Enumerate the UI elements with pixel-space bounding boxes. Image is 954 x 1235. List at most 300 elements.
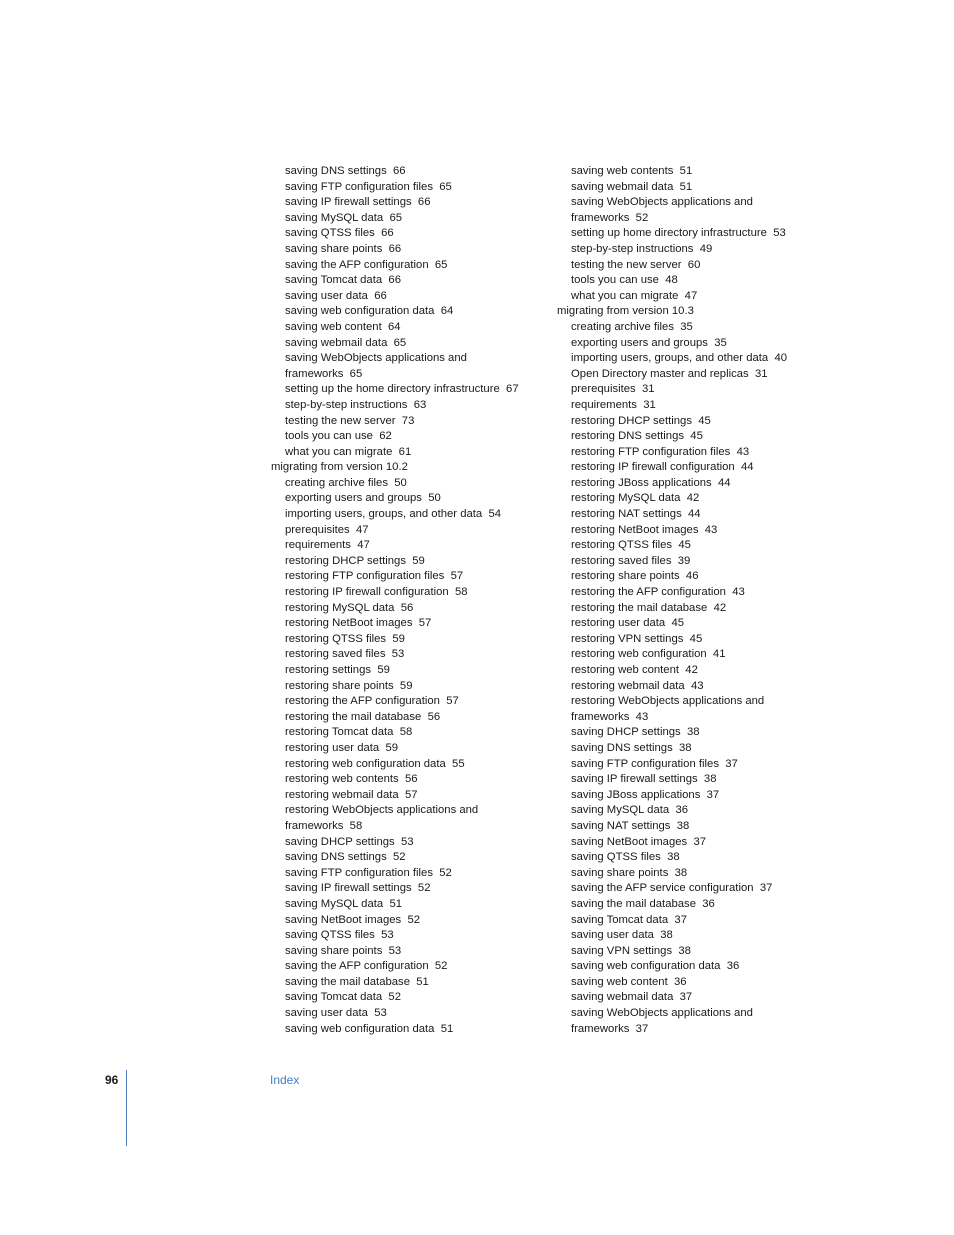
entry-page[interactable]: 53 (400, 835, 414, 848)
index-entry (271, 616, 541, 632)
entry-text: saving QTSS files (285, 227, 375, 240)
index-entry (557, 601, 857, 617)
entry-text: restoring the mail database (285, 710, 422, 723)
index-entry (271, 710, 541, 726)
entry-page[interactable]: 52 (635, 211, 649, 224)
entry-text: saving share points (571, 866, 669, 879)
entry-text: restoring MySQL data (571, 492, 681, 505)
index-entry (271, 211, 541, 227)
entry-text: restoring user data (285, 741, 380, 754)
index-entry (557, 211, 857, 227)
index-entry (557, 850, 857, 866)
entry-page[interactable]: 44 (740, 461, 754, 474)
index-entry (271, 351, 541, 367)
entry-text: saving WebObjects applications and (571, 196, 753, 209)
entry-page[interactable]: 53 (374, 1007, 387, 1020)
index-entry (271, 819, 541, 835)
entry-text: step-by-step instructions (285, 398, 408, 411)
index-entry (557, 569, 857, 585)
entry-page[interactable]: 52 (388, 991, 401, 1004)
entry-text: saving IP firewall settings (285, 882, 412, 895)
entry-page[interactable]: 58 (349, 819, 363, 832)
entry-page[interactable]: 43 (704, 523, 718, 536)
index-entry (271, 694, 541, 710)
index-entry (557, 445, 857, 461)
index-entry (271, 803, 541, 819)
entry-text: what you can migrate (571, 289, 679, 302)
entry-page[interactable]: 37 (706, 788, 720, 801)
entry-text: saving web content (285, 320, 382, 333)
index-entry (557, 351, 857, 367)
entry-text: saving webmail data (285, 336, 388, 349)
entry-page[interactable]: 65 (349, 367, 363, 380)
entry-page[interactable]: 56 (400, 601, 414, 614)
index-entry (557, 367, 857, 383)
index-entry (271, 757, 541, 773)
entry-page[interactable]: 51 (679, 180, 693, 193)
entry-page[interactable]: 58 (454, 586, 468, 599)
entry-text: frameworks (571, 710, 630, 723)
entry-page[interactable]: 37 (679, 991, 693, 1004)
entry-text: restoring NetBoot images (285, 617, 413, 630)
entry-page[interactable]: 60 (687, 258, 701, 271)
index-entry (271, 835, 541, 851)
index-entry (557, 803, 857, 819)
entry-page[interactable]: 31 (643, 398, 656, 411)
entry-page[interactable]: 66 (388, 242, 402, 255)
entry-text: importing users, groups, and other data (571, 352, 769, 365)
entry-page[interactable]: 45 (690, 430, 703, 443)
entry-text: saving share points (285, 944, 383, 957)
entry-page[interactable]: 43 (736, 445, 750, 458)
entry-page[interactable]: 57 (404, 788, 418, 801)
entry-page[interactable]: 54 (488, 508, 502, 521)
entry-text: restoring web configuration data (285, 757, 446, 770)
entry-text: restoring WebObjects applications and (571, 695, 765, 708)
index-entry (271, 601, 541, 617)
entry-page[interactable]: 51 (389, 897, 403, 910)
entry-page[interactable]: 38 (660, 929, 673, 942)
entry-page[interactable]: 59 (392, 632, 405, 645)
entry-page[interactable]: 52 (434, 960, 448, 973)
entry-page[interactable]: 59 (377, 664, 390, 676)
index-entry (557, 226, 857, 242)
entry-page[interactable]: 51 (679, 165, 693, 177)
entry-text: requirements (285, 539, 351, 552)
entry-page[interactable]: 38 (676, 819, 690, 832)
page-number: 96 (105, 1073, 119, 1087)
entry-page[interactable]: 58 (399, 726, 413, 739)
entry-text: setting up the home directory infrastructure (285, 383, 500, 396)
entry-text: setting up home directory infrastructure (571, 227, 767, 240)
index-entry (271, 289, 541, 305)
entry-page[interactable]: 66 (388, 274, 401, 287)
index-column-right (557, 164, 857, 1037)
entry-text: restoring the AFP configuration (285, 695, 440, 708)
entry-page[interactable]: 59 (399, 679, 413, 692)
index-entry (271, 491, 541, 507)
entry-page[interactable]: 50 (428, 492, 441, 505)
entry-text: tools you can use (571, 274, 659, 287)
index-entry (557, 164, 857, 180)
entry-text: restoring saved files (571, 554, 672, 567)
entry-page[interactable]: 35 (680, 320, 693, 333)
index-entry (557, 897, 857, 913)
entry-text: saving FTP configuration files (285, 866, 433, 879)
entry-text: saving web contents (571, 165, 674, 177)
index-entry (271, 554, 541, 570)
entry-text: restoring share points (285, 679, 394, 692)
index-entry (271, 1006, 541, 1022)
entry-text: restoring DHCP settings (571, 414, 692, 427)
entry-page[interactable]: 36 (675, 804, 689, 817)
entry-text: saving Tomcat data (285, 991, 383, 1004)
entry-text: tools you can use (285, 430, 373, 443)
entry-text: saving NetBoot images (571, 835, 688, 848)
index-entry (557, 195, 857, 211)
entry-page[interactable]: 51 (440, 1022, 454, 1035)
index-heading (557, 304, 857, 320)
index-entry (557, 975, 857, 991)
index-entry (557, 476, 857, 492)
index-entry (271, 336, 541, 352)
index-entry (557, 1006, 857, 1022)
entry-page[interactable]: 57 (450, 570, 464, 583)
entry-text: restoring WebObjects applications and (285, 804, 479, 817)
entry-text: creating archive files (285, 476, 388, 489)
entry-page[interactable]: 66 (393, 165, 406, 177)
entry-text: saving the AFP configuration (285, 960, 429, 973)
entry-text: saving webmail data (571, 991, 674, 1004)
entry-text: restoring QTSS files (571, 539, 673, 552)
index-entry (271, 382, 541, 398)
index-entry (271, 538, 541, 554)
entry-text: saving FTP configuration files (285, 180, 433, 193)
entry-text: restoring DNS settings (571, 430, 685, 443)
index-entry (557, 491, 857, 507)
entry-page[interactable]: 45 (698, 414, 711, 427)
entry-text: saving MySQL data (571, 804, 670, 817)
entry-page[interactable]: 65 (439, 180, 452, 193)
entry-text: saving web configuration data (285, 305, 435, 318)
entry-page[interactable]: 53 (388, 944, 402, 957)
entry-page[interactable]: 39 (677, 554, 691, 567)
index-entry (271, 647, 541, 663)
entry-text: saving web configuration data (571, 960, 721, 973)
index-entry (271, 928, 541, 944)
index-entry (271, 1022, 541, 1038)
entry-text: saving the AFP service configuration (571, 882, 754, 895)
index-entry (557, 679, 857, 695)
section-title: Index (270, 1073, 300, 1087)
entry-page[interactable]: 42 (685, 664, 698, 676)
entry-page[interactable]: 37 (725, 757, 738, 770)
entry-text: restoring MySQL data (285, 601, 395, 614)
entry-page[interactable]: 36 (726, 960, 740, 973)
entry-page[interactable]: 44 (717, 476, 731, 489)
index-entry (557, 990, 857, 1006)
entry-page[interactable]: 45 (689, 632, 703, 645)
entry-text: saving NetBoot images (285, 913, 402, 926)
entry-text: saving QTSS files (571, 851, 661, 864)
footer-divider (126, 1070, 127, 1146)
index-entry (271, 897, 541, 913)
entry-text: prerequisites (285, 523, 350, 536)
entry-text: frameworks (285, 367, 344, 380)
entry-text: saving user data (285, 1007, 368, 1020)
entry-text: creating archive files (571, 320, 674, 333)
entry-page[interactable]: 45 (671, 617, 685, 630)
entry-text: saving DHCP settings (571, 726, 681, 739)
entry-page[interactable]: 51 (416, 975, 429, 988)
entry-page[interactable]: 37 (693, 835, 707, 848)
index-entry (557, 959, 857, 975)
entry-page[interactable]: 43 (635, 710, 649, 723)
entry-text: restoring IP firewall configuration (571, 461, 735, 474)
entry-text: restoring NAT settings (571, 508, 682, 521)
entry-text: saving NAT settings (571, 819, 671, 832)
index-entry (557, 772, 857, 788)
entry-page[interactable]: 56 (427, 710, 441, 723)
entry-page[interactable]: 52 (407, 913, 421, 926)
index-entry (557, 710, 857, 726)
index-entry (271, 663, 541, 679)
entry-text: restoring web contents (285, 773, 399, 786)
entry-text: saving DHCP settings (285, 835, 395, 848)
index-entry (271, 429, 541, 445)
entry-text: saving the mail database (571, 897, 696, 910)
entry-text: saving user data (571, 929, 654, 942)
entry-page[interactable]: 31 (754, 367, 768, 380)
entry-text: restoring the mail database (571, 601, 708, 614)
index-entry (557, 538, 857, 554)
index-entry (557, 913, 857, 929)
index-entry (557, 725, 857, 741)
entry-text: exporting users and groups (285, 492, 422, 505)
entry-page[interactable]: 64 (440, 305, 454, 318)
entry-text: saving web content (571, 975, 668, 988)
entry-page[interactable]: 38 (703, 773, 717, 786)
entry-text: restoring VPN settings (571, 632, 684, 645)
entry-text: frameworks (285, 819, 344, 832)
entry-text: restoring webmail data (285, 788, 399, 801)
index-entry (271, 944, 541, 960)
entry-page[interactable]: 53 (773, 227, 786, 240)
entry-page[interactable]: 42 (713, 601, 727, 614)
entry-page[interactable]: 56 (404, 773, 418, 786)
entry-text: saving FTP configuration files (571, 757, 719, 770)
index-entry (557, 429, 857, 445)
entry-page[interactable]: 57 (446, 695, 459, 708)
entry-text: saving MySQL data (285, 211, 384, 224)
index-entry (271, 164, 541, 180)
entry-page[interactable]: 42 (686, 492, 700, 505)
entry-page[interactable]: 59 (412, 554, 425, 567)
index-entry (271, 725, 541, 741)
entry-page[interactable]: 40 (774, 352, 788, 365)
entry-text: saving IP firewall settings (571, 773, 698, 786)
entry-text: exporting users and groups (571, 336, 708, 349)
entry-text: saving webmail data (571, 180, 674, 193)
entry-text: restoring NetBoot images (571, 523, 699, 536)
entry-page[interactable]: 53 (381, 929, 394, 942)
entry-page[interactable]: 36 (674, 975, 687, 988)
entry-page[interactable]: 43 (690, 679, 704, 692)
entry-text: what you can migrate (285, 445, 393, 458)
entry-page[interactable]: 37 (759, 882, 773, 895)
entry-text: restoring DHCP settings (285, 554, 406, 567)
entry-page[interactable]: 38 (679, 741, 692, 754)
index-entry (271, 523, 541, 539)
entry-page[interactable]: 47 (357, 539, 370, 552)
entry-text: saving VPN settings (571, 944, 673, 957)
index-entry (271, 367, 541, 383)
entry-text: migrating from version 10.2 (271, 461, 408, 474)
entry-page[interactable]: 62 (379, 430, 392, 443)
entry-page[interactable]: 38 (686, 726, 700, 739)
entry-page[interactable]: 63 (413, 398, 427, 411)
entry-page[interactable]: 38 (667, 851, 680, 864)
entry-page[interactable]: 47 (684, 289, 698, 302)
entry-page[interactable]: 46 (685, 570, 699, 583)
index-entry (557, 632, 857, 648)
entry-text: saving the mail database (285, 975, 410, 988)
entry-text: restoring FTP configuration files (285, 570, 445, 583)
entry-text: saving user data (285, 289, 368, 302)
entry-text: restoring share points (571, 570, 680, 583)
entry-page[interactable]: 59 (385, 741, 399, 754)
entry-text: importing users, groups, and other data (285, 508, 483, 521)
entry-text: saving Tomcat data (285, 274, 383, 287)
index-entry (271, 398, 541, 414)
index-entry (557, 554, 857, 570)
entry-text: saving WebObjects applications and (285, 352, 467, 365)
index-entry (271, 320, 541, 336)
entry-page[interactable]: 44 (688, 508, 701, 521)
entry-page[interactable]: 61 (398, 445, 412, 458)
entry-text: saving share points (285, 242, 383, 255)
index-entry (557, 647, 857, 663)
index-entry (271, 507, 541, 523)
index-entry (557, 382, 857, 398)
entry-text: restoring settings (285, 664, 372, 676)
index-entry (271, 788, 541, 804)
index-entry (271, 226, 541, 242)
entry-page[interactable]: 52 (393, 851, 406, 864)
index-entry (271, 569, 541, 585)
index-entry (557, 320, 857, 336)
entry-page[interactable]: 65 (434, 258, 448, 271)
index-entry (271, 585, 541, 601)
index-entry (271, 414, 541, 430)
entry-text: saving JBoss applications (571, 788, 701, 801)
entry-page[interactable]: 37 (635, 1022, 649, 1035)
entry-page[interactable]: 67 (506, 383, 519, 396)
index-entry (557, 928, 857, 944)
index-entry (271, 679, 541, 695)
index-entry (557, 757, 857, 773)
entry-page[interactable]: 43 (732, 586, 745, 599)
index-entry (557, 523, 857, 539)
entry-page[interactable]: 38 (674, 866, 688, 879)
index-entry (271, 476, 541, 492)
index-entry (557, 398, 857, 414)
entry-page[interactable]: 66 (381, 227, 394, 240)
index-entry (557, 289, 857, 305)
index-entry (557, 585, 857, 601)
entry-page[interactable]: 37 (674, 913, 687, 926)
entry-page[interactable]: 52 (417, 882, 431, 895)
index-entry (271, 304, 541, 320)
entry-page[interactable]: 66 (417, 196, 431, 209)
entry-page[interactable]: 36 (702, 897, 715, 910)
entry-text: restoring QTSS files (285, 632, 387, 645)
index-entry (557, 881, 857, 897)
index-entry (557, 258, 857, 274)
entry-text: saving QTSS files (285, 929, 375, 942)
entry-page[interactable]: 52 (439, 866, 452, 879)
entry-text: restoring web content (571, 664, 680, 676)
index-entry (557, 819, 857, 835)
entry-page[interactable]: 55 (452, 757, 465, 770)
entry-page[interactable]: 35 (714, 336, 727, 349)
entry-text: prerequisites (571, 383, 636, 396)
entry-text: restoring web configuration (571, 648, 707, 661)
entry-page[interactable]: 38 (678, 944, 691, 957)
entry-text: saving web configuration data (285, 1022, 435, 1035)
entry-text: saving DNS settings (285, 851, 387, 864)
entry-page[interactable]: 45 (678, 539, 691, 552)
entry-text: restoring FTP configuration files (571, 445, 731, 458)
entry-page[interactable]: 47 (355, 523, 369, 536)
entry-page[interactable]: 48 (665, 274, 678, 287)
entry-page[interactable]: 64 (388, 320, 401, 333)
entry-page[interactable]: 53 (391, 648, 405, 661)
entry-page[interactable]: 73 (401, 414, 415, 427)
entry-page[interactable]: 49 (699, 242, 713, 255)
entry-text: frameworks (571, 211, 630, 224)
index-entry (557, 663, 857, 679)
index-heading (271, 460, 541, 476)
entry-page[interactable]: 50 (394, 476, 407, 489)
index-entry (271, 632, 541, 648)
index-entry (271, 881, 541, 897)
entry-page[interactable]: 65 (389, 211, 403, 224)
index-entry (271, 242, 541, 258)
entry-page[interactable]: 66 (374, 289, 387, 302)
entry-text: requirements (571, 398, 637, 411)
entry-text: restoring IP firewall configuration (285, 586, 449, 599)
index-entry (271, 866, 541, 882)
index-entry (557, 694, 857, 710)
index-entry (271, 850, 541, 866)
entry-text: restoring saved files (285, 648, 386, 661)
index-entry (271, 180, 541, 196)
index-entry (557, 242, 857, 258)
entry-text: testing the new server (285, 414, 396, 427)
entry-page[interactable]: 57 (418, 617, 432, 630)
entry-page[interactable]: 65 (393, 336, 407, 349)
entry-page[interactable]: 31 (641, 383, 655, 396)
index-entry (271, 975, 541, 991)
index-entry (271, 195, 541, 211)
index-entry (557, 460, 857, 476)
entry-text: saving the AFP configuration (285, 258, 429, 271)
index-entry (557, 1022, 857, 1038)
index-entry (557, 788, 857, 804)
index-column-left (271, 164, 541, 1037)
entry-page[interactable]: 41 (712, 648, 726, 661)
